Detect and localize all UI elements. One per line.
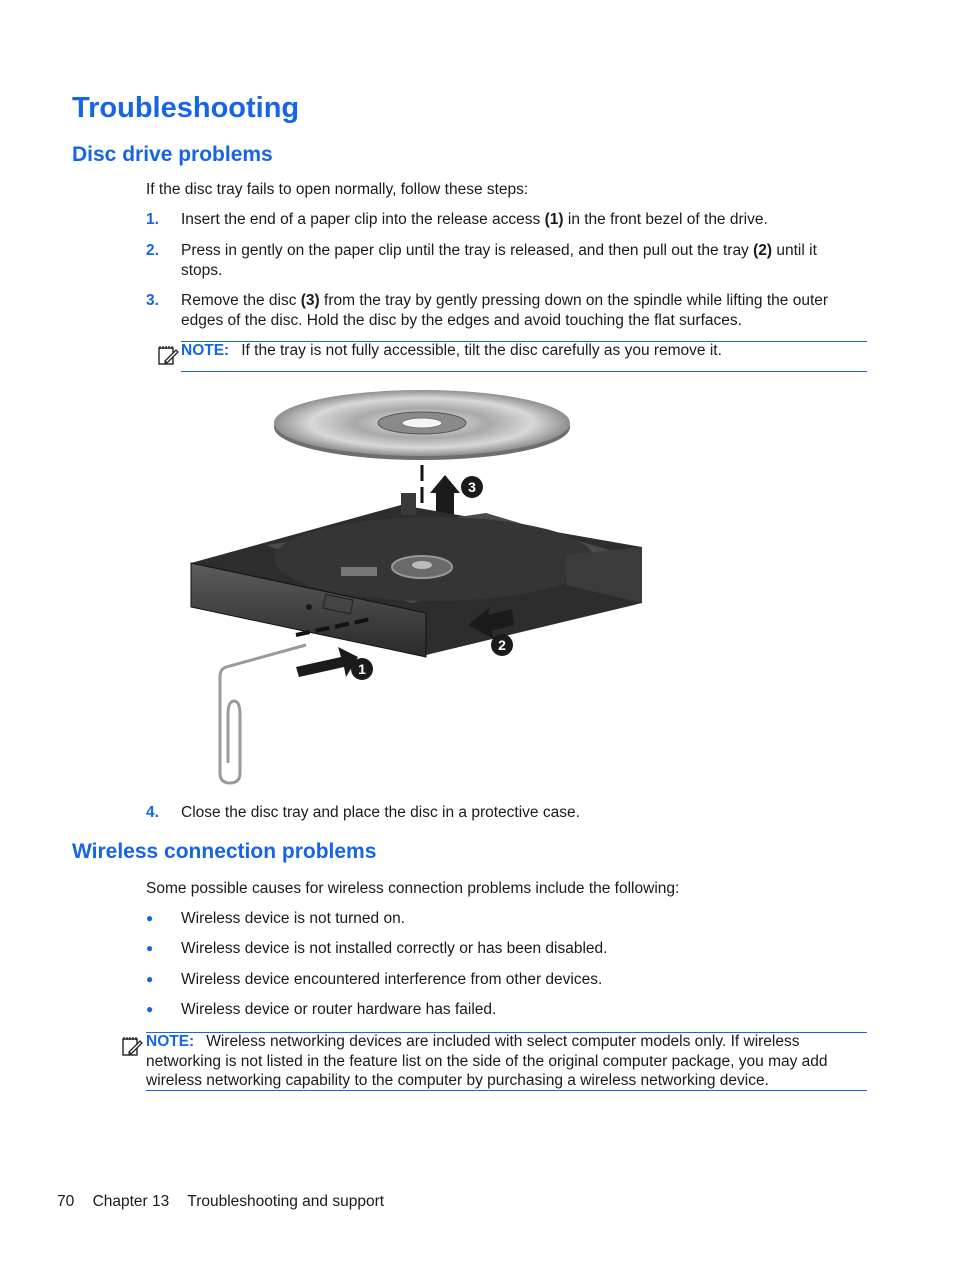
note-icon	[121, 1035, 143, 1057]
callout-1: 1	[358, 661, 366, 677]
list-item: Wireless device is not installed correctly or has been disabled.	[181, 940, 608, 957]
step-text: Insert the end of a paper clip into the release access (1) in the front bezel of the drive.	[181, 211, 768, 228]
bullet-icon: ●	[146, 911, 154, 925]
footer-chapter: Chapter 13	[92, 1193, 170, 1210]
step-number: 4.	[146, 804, 159, 821]
note-icon	[157, 344, 179, 366]
page-footer	[57, 1192, 398, 1211]
note-rule-bottom	[146, 1090, 867, 1091]
list-item: Wireless device or router hardware has failed.	[181, 1001, 497, 1018]
list-item: Wireless device is not turned on.	[181, 910, 405, 927]
note-wireless: NOTE: Wireless networking devices are included with select computer models only. If wireless networking is not listed in the feature list on the side of the original computer package, you may add wireless networking capability to the computer by purchasing a wireless networking device.	[146, 1033, 828, 1089]
disc-tray-illustration	[186, 385, 656, 787]
step-number: 3.	[146, 292, 159, 309]
step-text: Remove the disc (3) from the tray by gently pressing down on the spindle while lifting the outer edges of the disc. Hold the disc by the edges and avoid touching the flat surfaces.	[181, 292, 829, 329]
step-number: 2.	[146, 242, 159, 259]
step-text: Close the disc tray and place the disc in a protective case.	[181, 804, 580, 821]
disc-intro: If the disc tray fails to open normally, follow these steps:	[146, 181, 529, 198]
note-disc: NOTE: If the tray is not fully accessible, tilt the disc carefully as you remove it.	[181, 342, 722, 359]
step-text: Press in gently on the paper clip until the tray is released, and then pull out the tray (2) until it stops.	[181, 242, 817, 279]
bullet-icon: ●	[146, 1002, 154, 1016]
bullet-icon: ●	[146, 972, 154, 986]
note-rule-bottom	[181, 371, 867, 372]
callout-2: 2	[498, 637, 506, 653]
bullet-icon: ●	[146, 941, 154, 955]
section-heading-disc: Disc drive problems	[72, 143, 273, 166]
wireless-intro: Some possible causes for wireless connection problems include the following:	[146, 880, 680, 897]
page-number: 70	[57, 1193, 75, 1210]
footer-title: Troubleshooting and support	[187, 1193, 385, 1210]
list-item: Wireless device encountered interference from other devices.	[181, 971, 603, 988]
callout-3: 3	[468, 479, 476, 495]
step-number: 1.	[146, 211, 159, 228]
section-heading-wireless: Wireless connection problems	[72, 840, 377, 863]
page-title: Troubleshooting	[72, 92, 300, 124]
